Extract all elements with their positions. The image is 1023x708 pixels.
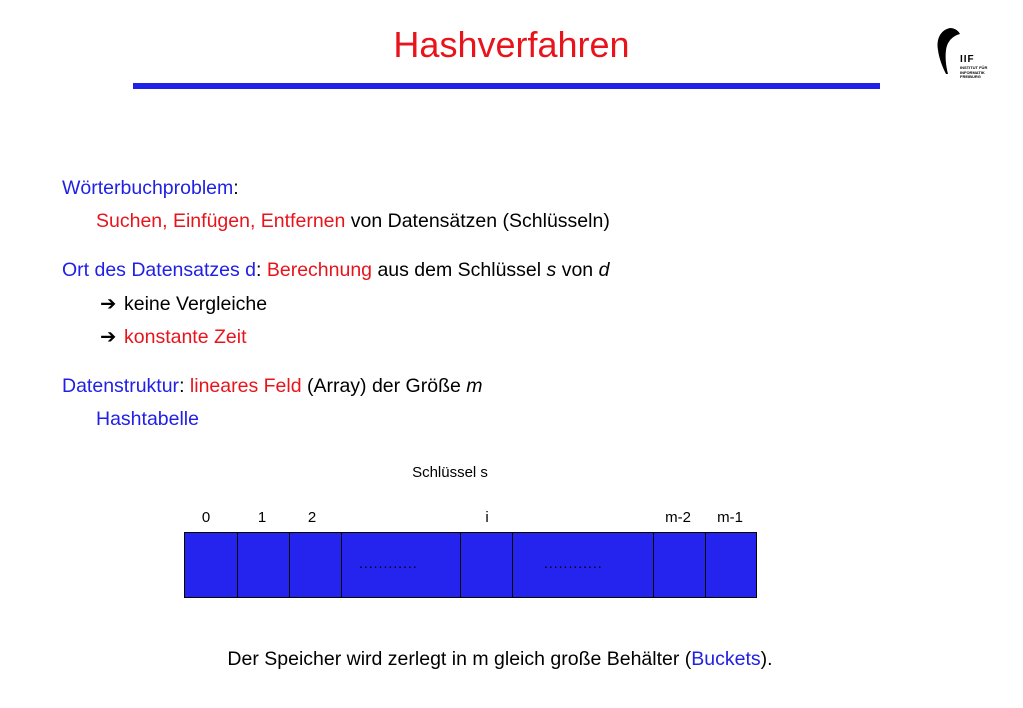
cell-divider xyxy=(460,533,461,597)
logo-text: IIF xyxy=(960,54,975,65)
woerterbuch-line xyxy=(62,177,239,200)
woerterbuch-ops: Suchen, Einfügen, Entfernen xyxy=(96,210,346,232)
logo-subtitle: INSTITUT FÜR INFORMATIK FREIBURG xyxy=(960,65,988,79)
ort-rest-a: aus dem Schlüssel xyxy=(372,259,547,281)
cell-divider xyxy=(512,533,513,597)
index-label: 2 xyxy=(307,509,317,526)
woerterbuch-heading: Wörterbuchproblem xyxy=(62,177,234,199)
footer-caption xyxy=(0,648,1000,671)
iif-logo xyxy=(936,28,996,84)
datenstruktur-colon: : xyxy=(179,375,190,397)
ort-rest-b: von xyxy=(556,259,599,281)
hash-array xyxy=(184,532,757,598)
woerterbuch-ops-line xyxy=(96,210,610,233)
ort-bullet-1 xyxy=(100,292,267,316)
ort-line xyxy=(62,259,609,282)
datenstruktur-heading: Datenstruktur xyxy=(62,375,180,397)
cell-divider xyxy=(653,533,654,597)
index-label: m-2 xyxy=(665,509,691,526)
ort-berechnung: Berechnung xyxy=(266,259,373,281)
index-label: 1 xyxy=(257,509,267,526)
ort-bullet-2-text: konstante Zeit xyxy=(124,326,247,348)
datenstruktur-m: m xyxy=(466,375,483,397)
hashtabelle-label: Hashtabelle xyxy=(96,408,199,430)
footer-text-a: Der Speicher wird zerlegt in m gleich große Behälter ( xyxy=(227,648,692,670)
slide-title: Hashverfahren xyxy=(393,24,630,65)
cell-divider xyxy=(705,533,706,597)
logo-mark-icon xyxy=(936,28,960,74)
title-underline xyxy=(133,83,880,89)
ort-bullet-2 xyxy=(100,325,246,349)
ort-heading: Ort des Datensatzes d xyxy=(62,259,257,281)
index-label: i xyxy=(485,509,489,526)
ort-s: s xyxy=(546,259,557,281)
ort-colon: : xyxy=(256,259,267,281)
ort-bullet-1-text: keine Vergleiche xyxy=(124,293,268,315)
ellipsis-dots: ............ xyxy=(359,555,418,571)
arrow-icon: ➔ xyxy=(100,293,117,315)
footer-text-b: ). xyxy=(760,648,773,670)
woerterbuch-colon: : xyxy=(233,177,239,199)
datenstruktur-feld: lineares Feld xyxy=(189,375,302,397)
ellipsis-dots: ............ xyxy=(544,555,603,571)
cell-divider xyxy=(237,533,238,597)
diagram-caption: Schlüssel s xyxy=(412,464,488,481)
arrow-icon: ➔ xyxy=(100,326,117,348)
woerterbuch-ops-rest: von Datensätzen (Schlüsseln) xyxy=(345,210,610,232)
index-label: m-1 xyxy=(717,509,743,526)
datenstruktur-line xyxy=(62,375,483,398)
cell-divider xyxy=(289,533,290,597)
index-label: 0 xyxy=(201,509,211,526)
cell-divider xyxy=(341,533,342,597)
datenstruktur-rest: (Array) der Größe xyxy=(301,375,467,397)
ort-d: d xyxy=(598,259,610,281)
footer-buckets: Buckets xyxy=(691,648,761,670)
